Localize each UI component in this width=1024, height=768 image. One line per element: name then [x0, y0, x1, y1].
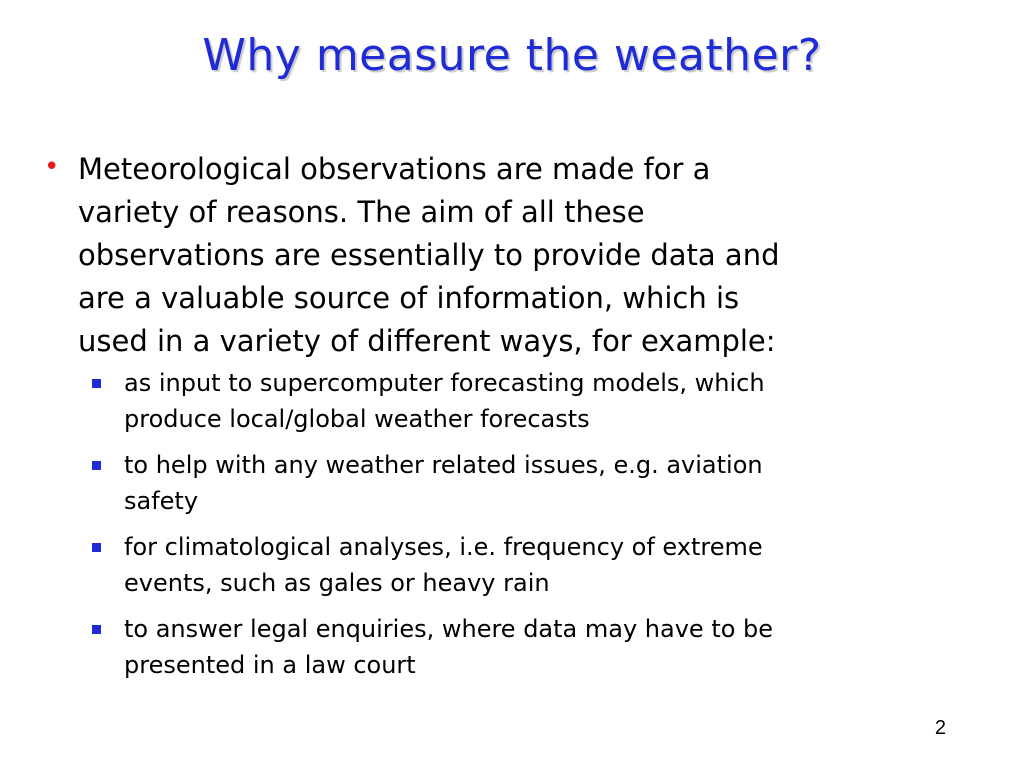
sub-bullet-text: to help with any weather related issues, e.g. aviation safety: [124, 451, 763, 515]
main-bullet: [44, 148, 1004, 363]
slide-body: [44, 148, 1004, 693]
sub-bullet-text: as input to supercomputer forecasting models, which produce local/global weather forecasts: [124, 369, 765, 433]
main-bullet-text: Meteorological observations are made for a variety of reasons. The aim of all these observations are essentially to provide data and are a valuable source of information, which is used in a variety of different ways, for example:: [78, 152, 780, 358]
bullet-dot-icon: •: [44, 152, 60, 182]
slide-title: Why measure the weather?: [202, 30, 822, 81]
page-number: 2: [934, 717, 946, 739]
square-bullet-icon: [92, 625, 101, 634]
sub-bullet-text: for climatological analyses, i.e. frequency of extreme events, such as gales or heavy rain: [124, 533, 763, 597]
square-bullet-icon: [92, 543, 101, 552]
sub-bullet-item: [88, 611, 1004, 683]
square-bullet-icon: [92, 379, 101, 388]
sub-bullet-item: [88, 447, 1004, 519]
sub-bullet-text: to answer legal enquiries, where data may have to be presented in a law court: [124, 615, 774, 679]
square-bullet-icon: [92, 461, 101, 470]
sub-bullet-list: [44, 365, 1004, 683]
sub-bullet-item: [88, 529, 1004, 601]
sub-bullet-item: [88, 365, 1004, 437]
